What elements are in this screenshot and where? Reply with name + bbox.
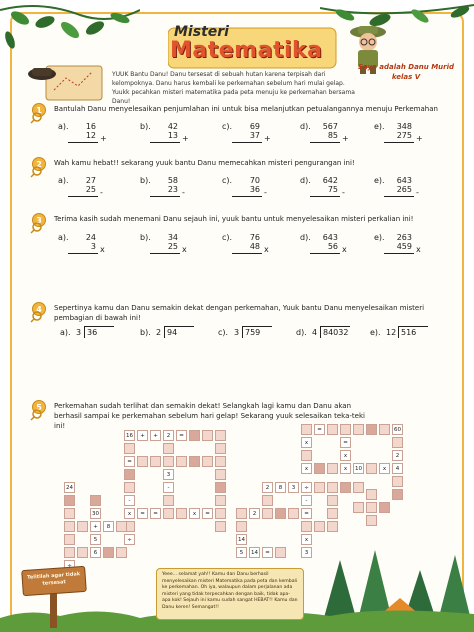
crossword-clue-cell: = bbox=[262, 547, 273, 558]
crossword-cell[interactable] bbox=[163, 495, 174, 506]
crossword-cell[interactable] bbox=[327, 482, 338, 493]
crossword-clue-cell: ÷ bbox=[124, 534, 135, 545]
problem-label: d). bbox=[300, 233, 311, 242]
answer-line bbox=[232, 196, 262, 197]
problem-label: e). bbox=[370, 328, 381, 337]
crossword-cell[interactable] bbox=[77, 521, 88, 532]
answer-line bbox=[384, 142, 414, 143]
section-number: 4 bbox=[32, 302, 46, 316]
crossword-clue-cell: = bbox=[301, 508, 312, 519]
answer-line bbox=[68, 253, 98, 254]
problem-label: c). bbox=[222, 233, 233, 242]
operand-top: 348 bbox=[396, 122, 412, 131]
problem-4 bbox=[300, 176, 370, 206]
operand-top: 263 bbox=[396, 233, 412, 242]
crossword-cell[interactable] bbox=[77, 547, 88, 558]
answer-line bbox=[150, 142, 180, 143]
crossword-clue-cell: 8 bbox=[275, 482, 286, 493]
signpost: Telitilah agar tidak tersesat bbox=[21, 566, 87, 596]
answer-line bbox=[68, 196, 98, 197]
operand-bottom: 12 bbox=[85, 131, 96, 140]
operator: - bbox=[342, 188, 345, 197]
problem-5 bbox=[374, 122, 444, 152]
divisor: 3 bbox=[76, 328, 82, 337]
crossword-clue-cell: x bbox=[340, 463, 351, 474]
operand-top: 42 bbox=[167, 122, 178, 131]
operand-bottom: 36 bbox=[249, 185, 260, 194]
operator: - bbox=[416, 188, 419, 197]
crossword-cell[interactable] bbox=[124, 469, 135, 480]
crossword-cell[interactable] bbox=[215, 469, 226, 480]
crossword-cell[interactable] bbox=[64, 547, 75, 558]
crossword-cell[interactable] bbox=[215, 508, 226, 519]
crossword-cell[interactable] bbox=[189, 456, 200, 467]
section-instruction: Sepertinya kamu dan Danu semakin dekat dengan perkemahan, Yuuk bantu Danu menyelesaikan misteri pembagian di bawah ini! bbox=[54, 304, 425, 322]
crossword-clue-cell: 10 bbox=[353, 463, 364, 474]
crossword-clue-cell: 14 bbox=[236, 534, 247, 545]
operand-top: 76 bbox=[249, 233, 260, 242]
crossword-cell[interactable] bbox=[64, 534, 75, 545]
crossword-clue-cell: 2 bbox=[249, 508, 260, 519]
crossword-clue-cell: 3 bbox=[163, 469, 174, 480]
crossword-cell[interactable] bbox=[301, 450, 312, 461]
problem-label: e). bbox=[374, 176, 385, 185]
answer-line bbox=[384, 253, 414, 254]
crossword-cell[interactable] bbox=[90, 495, 101, 506]
crossword-cell[interactable] bbox=[353, 482, 364, 493]
dividend: 36 bbox=[87, 328, 98, 337]
answer-line bbox=[384, 196, 414, 197]
crossword-cell[interactable] bbox=[202, 430, 213, 441]
crossword-cell[interactable] bbox=[366, 489, 377, 500]
intro-text: YUUK Bantu Danu! Danu tersesat di sebuah hutan karena terpisah dari kelompoknya. Danu harus kembali ke perkemahan sebelum hari mulai gelap. Yuukk pecahkan misteri matematika pada peta menuju ke perkemahan bersama Danu! bbox=[112, 71, 355, 105]
crossword-cell[interactable] bbox=[215, 495, 226, 506]
magnifier-icon bbox=[30, 112, 42, 124]
crossword-cell[interactable] bbox=[64, 495, 75, 506]
crossword-clue-cell: = bbox=[176, 430, 187, 441]
operator: + bbox=[264, 134, 271, 143]
crossword-cell[interactable] bbox=[392, 476, 403, 487]
operand-top: 643 bbox=[396, 176, 412, 185]
crossword-clue-cell: 8 bbox=[103, 521, 114, 532]
answer-line bbox=[150, 253, 180, 254]
crossword-clue-cell: 4 bbox=[392, 463, 403, 474]
problem-5 bbox=[374, 176, 444, 206]
division-problem-1 bbox=[60, 326, 132, 346]
operator: - bbox=[100, 188, 103, 197]
operand-bottom: 459 bbox=[396, 242, 412, 251]
magnifier-icon bbox=[30, 166, 42, 178]
crossword-clue-cell: + bbox=[137, 430, 148, 441]
crossword-clue-cell: x bbox=[301, 534, 312, 545]
answer-line bbox=[310, 142, 340, 143]
crossword-clue-cell: = bbox=[124, 456, 135, 467]
operand-top: 24 bbox=[85, 233, 96, 242]
section-number: 3 bbox=[32, 213, 46, 227]
crossword-cell[interactable] bbox=[103, 547, 114, 558]
crossword-cell[interactable] bbox=[236, 521, 247, 532]
problem-1 bbox=[58, 233, 128, 263]
problem-label: d). bbox=[300, 122, 311, 131]
section-instruction: Wah kamu hebat!! sekarang yuuk bantu Danu memecahkan misteri pengurangan ini! bbox=[54, 159, 355, 167]
crossword-cell[interactable] bbox=[215, 430, 226, 441]
section-number: 5 bbox=[32, 400, 46, 414]
operand-bottom: 75 bbox=[327, 185, 338, 194]
crossword-cell[interactable] bbox=[236, 508, 247, 519]
crossword-cell[interactable] bbox=[163, 443, 174, 454]
problem-label: e). bbox=[374, 233, 385, 242]
crossword-clue-cell: x bbox=[301, 463, 312, 474]
problem-2 bbox=[140, 122, 210, 152]
crossword-clue-cell: + bbox=[90, 521, 101, 532]
crossword-cell[interactable] bbox=[64, 521, 75, 532]
crossword-cell[interactable] bbox=[64, 508, 75, 519]
division-problem-2 bbox=[140, 326, 212, 346]
crossword-cell[interactable] bbox=[137, 456, 148, 467]
section-instruction: Terima kasih sudah menemani Danu sejauh ini, yuuk bantu untuk menyelesaikan misteri perkalian ini! bbox=[54, 215, 414, 223]
divisor: 2 bbox=[156, 328, 162, 337]
division-problem-4 bbox=[296, 326, 368, 346]
crossword-cell[interactable] bbox=[340, 424, 351, 435]
crossword-cell[interactable] bbox=[215, 443, 226, 454]
crossword-clue-cell: - bbox=[124, 495, 135, 506]
divisor: 3 bbox=[234, 328, 240, 337]
operand-bottom: 48 bbox=[249, 242, 260, 251]
answer-line bbox=[232, 142, 262, 143]
crossword-clue-cell: 16 bbox=[124, 430, 135, 441]
crossword-cell[interactable] bbox=[327, 495, 338, 506]
crossword-cell[interactable] bbox=[176, 508, 187, 519]
operand-top: 27 bbox=[85, 176, 96, 185]
subtitle: Saya adalah Danu Murid kelas V bbox=[357, 63, 455, 81]
magnifier-icon bbox=[30, 311, 42, 323]
operand-bottom: 275 bbox=[396, 131, 412, 140]
crossword-cell[interactable] bbox=[327, 424, 338, 435]
magnifier-icon bbox=[30, 409, 42, 421]
problem-3 bbox=[222, 122, 292, 152]
operand-top: 642 bbox=[322, 176, 338, 185]
operand-bottom: 56 bbox=[327, 242, 338, 251]
treasure-map-icon bbox=[26, 60, 106, 104]
operand-top: 16 bbox=[85, 122, 96, 131]
crossword-cell[interactable] bbox=[116, 521, 127, 532]
operand-top: 70 bbox=[249, 176, 260, 185]
dividend: 516 bbox=[401, 328, 417, 337]
crossword-cell[interactable] bbox=[301, 424, 312, 435]
problem-label: c). bbox=[218, 328, 229, 337]
answer-line bbox=[232, 253, 262, 254]
divisor: 12 bbox=[386, 328, 397, 337]
problem-label: b). bbox=[140, 176, 151, 185]
problem-label: a). bbox=[58, 122, 69, 131]
problem-4 bbox=[300, 233, 370, 263]
operand-top: 69 bbox=[249, 122, 260, 131]
operand-top: 34 bbox=[167, 233, 178, 242]
problem-5 bbox=[374, 233, 444, 263]
operand-bottom: 3 bbox=[90, 242, 96, 251]
problem-label: b). bbox=[140, 328, 151, 337]
crossword-cell[interactable] bbox=[353, 502, 364, 513]
crossword-cell[interactable] bbox=[327, 508, 338, 519]
problem-label: c). bbox=[222, 122, 233, 131]
crossword-cell[interactable] bbox=[215, 456, 226, 467]
problem-2 bbox=[140, 176, 210, 206]
crossword-cell[interactable] bbox=[366, 424, 377, 435]
operator: x bbox=[342, 245, 347, 254]
dividend: 84032 bbox=[323, 328, 349, 337]
crossword-cell[interactable] bbox=[150, 456, 161, 467]
crossword-clue-cell: 5 bbox=[236, 547, 247, 558]
operand-bottom: 37 bbox=[249, 131, 260, 140]
crossword-clue-cell: = bbox=[340, 437, 351, 448]
crossword-clue-cell: 3 bbox=[301, 547, 312, 558]
crossword-clue-cell: - bbox=[301, 495, 312, 506]
crossword-cell[interactable] bbox=[379, 424, 390, 435]
problem-2 bbox=[140, 233, 210, 263]
crossword-cell[interactable] bbox=[116, 547, 127, 558]
crossword-clue-cell: x bbox=[301, 437, 312, 448]
crossword-cell[interactable] bbox=[215, 521, 226, 532]
title-top: Misteri bbox=[174, 24, 229, 40]
section-instruction: Bantulah Danu menyelesaikan penjumlahan ini untuk bisa melanjutkan petualangannya menuju Perkemahan bbox=[54, 105, 438, 113]
problem-1 bbox=[58, 122, 128, 152]
operand-top: 58 bbox=[167, 176, 178, 185]
operator: + bbox=[342, 134, 349, 143]
crossword-cell[interactable] bbox=[215, 482, 226, 493]
crossword-clue-cell: 2 bbox=[163, 430, 174, 441]
magnifier-icon bbox=[30, 222, 42, 234]
dividend: 759 bbox=[245, 328, 261, 337]
crossword-clue-cell: + bbox=[150, 430, 161, 441]
crossword-cell[interactable] bbox=[163, 456, 174, 467]
operator: + bbox=[416, 134, 423, 143]
operator: + bbox=[182, 134, 189, 143]
section-number: 2 bbox=[32, 157, 46, 171]
operator: x bbox=[100, 245, 105, 254]
problem-label: a). bbox=[58, 233, 69, 242]
operand-bottom: 25 bbox=[167, 242, 178, 251]
problem-label: c). bbox=[222, 176, 233, 185]
crossword-clue-cell: 60 bbox=[392, 424, 403, 435]
page-title bbox=[168, 22, 338, 72]
crossword-cell[interactable] bbox=[124, 482, 135, 493]
section-instruction: Perkemahan sudah terlihat dan semakin dekat! Selangkah lagi kamu dan Danu akan berhasil sampai ke perkemahan sebelum hari gelap! Sekarang yuuk selesaikan teka-teki ini! bbox=[54, 402, 365, 430]
operand-bottom: 13 bbox=[167, 131, 178, 140]
problem-label: d). bbox=[300, 176, 311, 185]
crossword-cell[interactable] bbox=[176, 456, 187, 467]
operand-top: 643 bbox=[322, 233, 338, 242]
answer-line bbox=[68, 142, 98, 143]
crossword-clue-cell: = bbox=[314, 424, 325, 435]
crossword-cell[interactable] bbox=[189, 430, 200, 441]
operator: + bbox=[100, 134, 107, 143]
answer-line bbox=[150, 196, 180, 197]
operand-bottom: 23 bbox=[167, 185, 178, 194]
crossword-cell[interactable] bbox=[327, 463, 338, 474]
operand-bottom: 265 bbox=[396, 185, 412, 194]
problem-1 bbox=[58, 176, 128, 206]
crossword-cell[interactable] bbox=[314, 463, 325, 474]
crossword-cell[interactable] bbox=[353, 424, 364, 435]
crossword-cell[interactable] bbox=[366, 502, 377, 513]
signpost-pole bbox=[50, 592, 57, 628]
crossword-clue-cell: x bbox=[189, 508, 200, 519]
crossword-clue-cell: 24 bbox=[64, 482, 75, 493]
crossword-cell[interactable] bbox=[202, 456, 213, 467]
crossword-clue-cell: ÷ bbox=[301, 482, 312, 493]
problem-label: b). bbox=[140, 122, 151, 131]
operator: x bbox=[416, 245, 421, 254]
dividend: 94 bbox=[167, 328, 178, 337]
crossword-clue-cell: x bbox=[379, 463, 390, 474]
crossword-clue-cell: 3 bbox=[288, 482, 299, 493]
crossword-clue-cell: x bbox=[340, 450, 351, 461]
crossword-clue-cell: 14 bbox=[249, 547, 260, 558]
crossword-cell[interactable] bbox=[275, 547, 286, 558]
problem-label: b). bbox=[140, 233, 151, 242]
crossword-clue-cell: x bbox=[124, 508, 135, 519]
crossword-clue-cell: = bbox=[137, 508, 148, 519]
problem-4 bbox=[300, 122, 370, 152]
crossword-clue-cell: = bbox=[202, 508, 213, 519]
operator: x bbox=[264, 245, 269, 254]
section-number: 1 bbox=[32, 103, 46, 117]
division-problem-5 bbox=[370, 326, 442, 346]
crossword-cell[interactable] bbox=[379, 502, 390, 513]
operand-top: 567 bbox=[322, 122, 338, 131]
divisor: 4 bbox=[312, 328, 318, 337]
crossword-clue-cell: 2 bbox=[392, 450, 403, 461]
crossword-clue-cell: - bbox=[163, 482, 174, 493]
crossword-clue-cell: 30 bbox=[90, 508, 101, 519]
crossword-cell[interactable] bbox=[392, 437, 403, 448]
operator: x bbox=[182, 245, 187, 254]
crossword-cell[interactable] bbox=[314, 482, 325, 493]
division-problem-3 bbox=[218, 326, 290, 346]
title-main: Matematika bbox=[170, 38, 323, 63]
crossword-cell[interactable] bbox=[163, 508, 174, 519]
crossword-clue-cell: = bbox=[150, 508, 161, 519]
crossword-cell[interactable] bbox=[340, 482, 351, 493]
crossword-clue-cell: 2 bbox=[262, 482, 273, 493]
crossword-clue-cell: 6 bbox=[90, 547, 101, 558]
problem-label: e). bbox=[374, 122, 385, 131]
operator: - bbox=[264, 188, 267, 197]
crossword-clue-cell: 5 bbox=[90, 534, 101, 545]
crossword-cell[interactable] bbox=[288, 508, 299, 519]
problem-3 bbox=[222, 176, 292, 206]
crossword-cell[interactable] bbox=[366, 463, 377, 474]
crossword-cell[interactable] bbox=[262, 495, 273, 506]
problem-3 bbox=[222, 233, 292, 263]
operand-bottom: 25 bbox=[85, 185, 96, 194]
problem-label: a). bbox=[58, 176, 69, 185]
problem-label: a). bbox=[60, 328, 71, 337]
crossword-cell[interactable] bbox=[262, 508, 273, 519]
crossword-cell[interactable] bbox=[124, 443, 135, 454]
crossword-cell[interactable] bbox=[392, 489, 403, 500]
crossword-cell[interactable] bbox=[275, 508, 286, 519]
answer-line bbox=[310, 253, 340, 254]
problem-label: d). bbox=[296, 328, 307, 337]
closing-note: Yeee... selamat yah!! Kamu dan Danu berhasil menyelesaikan misteri Matematika pada peta dan kembali ke perkemahan. Oh iya, walaupun dalam perjalanan ada misteri yang tidak terpecahkan dengan baik, tidak apa-apa kok! Sejauh ini kamu sudah sangat HEBAT!! Kamu dan Danu keren! Semangat!! bbox=[156, 568, 304, 620]
operator: - bbox=[182, 188, 185, 197]
operand-bottom: 85 bbox=[327, 131, 338, 140]
answer-line bbox=[310, 196, 340, 197]
